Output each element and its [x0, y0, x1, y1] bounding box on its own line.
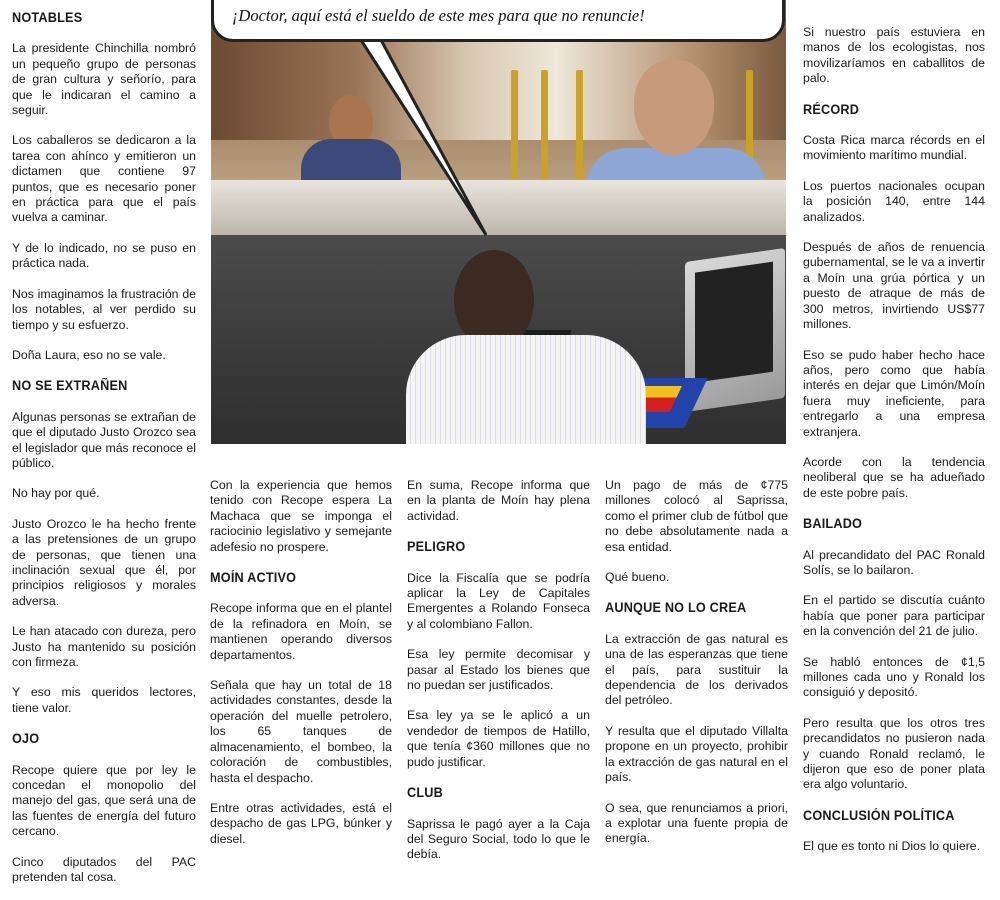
paragraph: Eso se pudo haber hecho hace años, pero como que había interés en dejar que Limón/Moín fuera muy ineficiente, para entregarlo a una empresa extranjera.	[803, 347, 985, 439]
speech-bubble-text: ¡Doctor, aquí está el sueldo de este mes para que no renuncie!	[232, 6, 645, 25]
heading-no-se-extranen: NO SE EXTRAÑEN	[12, 378, 128, 394]
paragraph: Esa ley permite decomisar y pasar al Estado los bienes que no puedan ser justificados.	[407, 647, 590, 693]
paragraph: La presidente Chinchilla nombró un pequeño grupo de personas de gran cultura y señorío, para que le indicaran el camino a seguir.	[12, 41, 196, 118]
paragraph: Costa Rica marca récords en el movimiento marítimo mundial.	[803, 133, 985, 163]
paragraph: El que es tonto ni Dios lo quiere.	[803, 839, 981, 854]
photo-post	[576, 70, 583, 190]
heading-club: CLUB	[407, 785, 443, 801]
column-1	[12, 10, 196, 900]
photo-counter	[211, 180, 786, 240]
paragraph: Recope informa que en el plantel de la refinadora en Moín, se mantienen operando diversos departamentos.	[210, 601, 392, 662]
photo-clerk	[406, 250, 646, 444]
paragraph: Pero resulta que los otros tres precandidatos no pusieron nada y cuando Ronald reclamó, le dijeron que eso de poner plata era algo voluntario.	[803, 715, 985, 792]
paragraph: Y de lo indicado, no se puso en práctica nada.	[12, 240, 196, 271]
heading-record: RÉCORD	[803, 101, 860, 117]
paragraph: En suma, Recope informa que en la planta de Moín hay plena actividad.	[407, 478, 590, 523]
heading-moin-activo: MOÍN ACTIVO	[210, 570, 297, 586]
paragraph: Justo Orozco le ha hecho frente a las pretensiones de un grupo de personas, que tienen una inclinación sexual que él, por principios religiosos y morales adversa.	[12, 516, 196, 608]
paragraph: Recope quiere que por ley le concedan el monopolio del manejo del gas, que será una de las fuentes de energía del futuro cercano.	[12, 762, 196, 839]
paragraph: No hay por qué.	[12, 486, 100, 501]
paragraph: En el partido se discutía cuánto había que poner para participar en la convención del 21 de julio.	[803, 593, 985, 639]
news-photo	[211, 0, 786, 444]
paragraph: Doña Laura, eso no se vale.	[12, 347, 166, 362]
heading-bailado: BAILADO	[803, 516, 863, 532]
paragraph: Y eso mis queridos lectores, tiene valor.	[12, 685, 196, 715]
paragraph: Con la experiencia que hemos tenido con Recope espera La Machaca que se imponga el raciocinio legislativo y semejante adefesio no prospere.	[210, 478, 392, 554]
paragraph: Saprissa le pagó ayer a la Caja del Seguro Social, todo lo que le debía.	[407, 816, 590, 862]
paragraph: O sea, que renunciamos a priori, a explotar una fuente propia de energía.	[605, 800, 788, 846]
photo-post	[511, 70, 518, 190]
heading-conclusion-politica: CONCLUSIÓN POLÍTICA	[803, 807, 955, 823]
paragraph: Un pago de más de ¢775 millones colocó al Saprissa, como el primer club de fútbol que no debe absolutamente nada a esa entidad.	[605, 478, 788, 554]
paragraph: Después de años de renuencia gubernamental, se le va a invertir a Moín una grúa pórtica y un puesto de atraque de más de 300 metros, invirtiendo US$77 millones.	[803, 240, 985, 332]
paragraph: La extracción de gas natural es una de las esperanzas que tiene el país, para sustituir la dependencia de los derivados del petróleo.	[605, 631, 788, 708]
heading-peligro: PELIGRO	[407, 539, 466, 555]
paragraph: Los caballeros se dedicaron a la tarea con ahínco y emitieron un dictamen que contiene 97 puntos, que es necesario poner en práctica para que el país vuelva a caminar.	[12, 133, 196, 225]
paragraph: Nos imaginamos la frustración de los notables, al ver perdido su tiempo y su esfuerzo.	[12, 286, 196, 332]
paragraph: Esa ley ya se le aplicó a un vendedor de tiempos de Hatillo, que tenía ¢360 millones que no pudo justificar.	[407, 708, 590, 769]
paragraph: Qué bueno.	[605, 570, 670, 585]
heading-ojo: OJO	[12, 731, 40, 747]
paragraph: Entre otras actividades, está el despacho de gas LPG, búnker y diesel.	[210, 800, 392, 846]
paragraph: Se habló entonces de ¢1,5 millones cada uno y Ronald los consiguió y depositó.	[803, 654, 985, 700]
paragraph: Le han atacado con dureza, pero Justo ha mantenido su posición con firmeza.	[12, 624, 196, 669]
column-5	[803, 25, 985, 870]
paragraph: Señala que hay un total de 18 actividades constantes, desde la operación del muelle petrolero, los 65 tanques de almacenamiento, el bombeo, la coloración de combustibles, hasta el despacho.	[210, 678, 392, 785]
paragraph: Y resulta que el diputado Villalta propone en un proyecto, prohibir la extracción de gas natural en el país.	[605, 723, 788, 785]
paragraph: Dice la Fiscalía que se podría aplicar la Ley de Capitales Emergentes a Rolando Fonseca y al colombiano Fallon.	[407, 570, 590, 631]
paragraph: Al precandidato del PAC Ronald Solís, se lo bailaron.	[803, 547, 985, 577]
paragraph: Acorde con la tendencia neoliberal que se ha adueñado de este pobre país.	[803, 454, 985, 500]
paragraph: Cinco diputados del PAC pretenden tal cosa.	[12, 854, 196, 885]
column-2	[210, 478, 392, 862]
heading-notables: NOTABLES	[12, 10, 83, 25]
heading-aunque-no-lo-crea: AUNQUE NO LO CREA	[605, 600, 747, 616]
speech-bubble	[211, 0, 785, 42]
column-4	[605, 478, 788, 862]
paragraph: Si nuestro país estuviera en manos de los ecologistas, nos movilizaríamos en caballitos de palo.	[803, 25, 985, 86]
paragraph: Algunas personas se extrañan de que el diputado Justo Orozco sea el legislador que más reconoce el público.	[12, 409, 196, 470]
column-3	[407, 478, 590, 878]
photo-post	[541, 70, 548, 190]
paragraph: Los puertos nacionales ocupan la posición 140, entre 144 analizados.	[803, 178, 985, 224]
